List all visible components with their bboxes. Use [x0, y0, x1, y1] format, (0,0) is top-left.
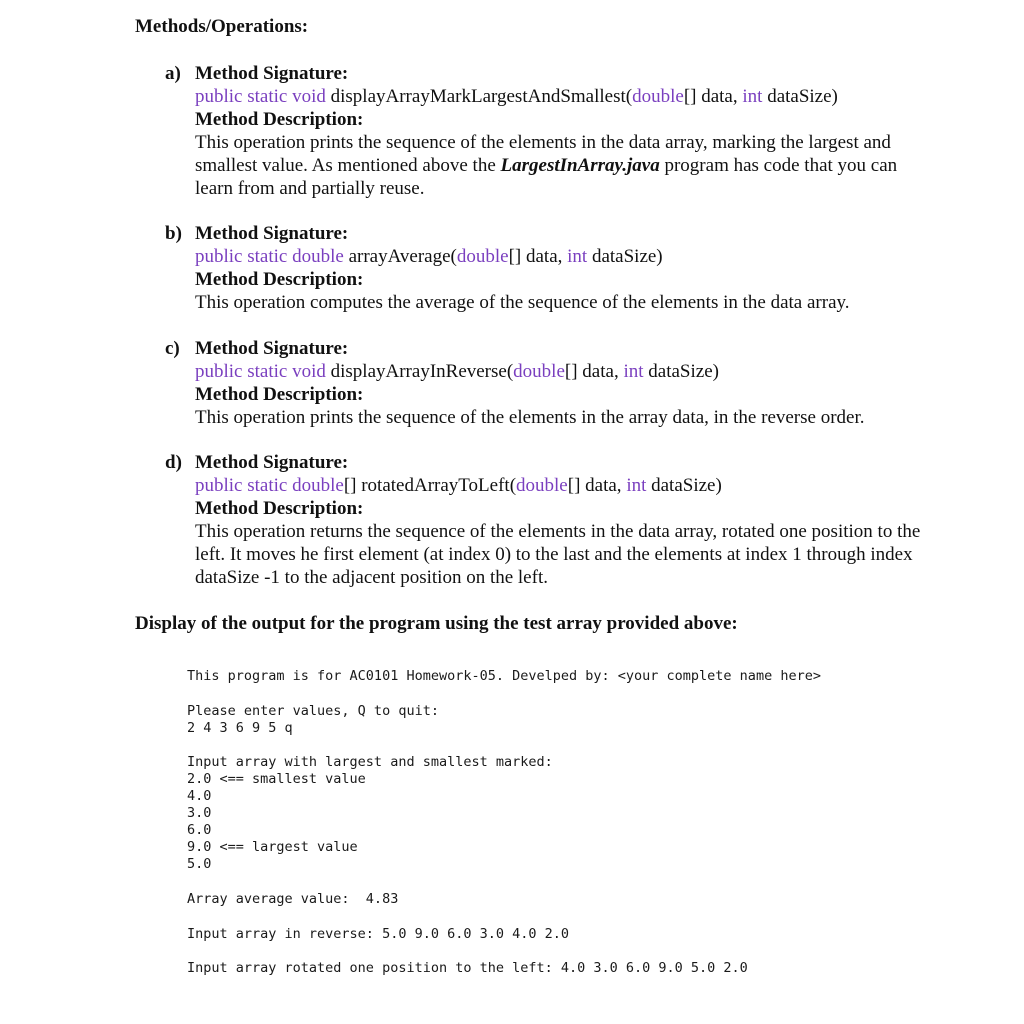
method-signature: public static double arrayAverage(double[] data, int dataSize) — [195, 246, 663, 267]
method-signature: public static void displayArrayMarkLargestAndSmallest(double[] data, int dataSize) — [195, 86, 838, 107]
method-letter: d) — [165, 452, 182, 473]
console-marked-title: Input array with largest and smallest marked: — [187, 754, 553, 770]
console-marked-line: 4.0 — [187, 788, 212, 804]
signature-label: Method Signature: — [195, 452, 349, 473]
output-section-title: Display of the output for the program using the test array provided above: — [135, 613, 738, 634]
console-intro-line: This program is for AC0101 Homework-05. Develped by: <your complete name here> — [187, 668, 821, 684]
description-label: Method Description: — [195, 384, 364, 405]
section-title: Methods/Operations: — [135, 16, 309, 37]
description-label: Method Description: — [195, 498, 364, 519]
method-description: This operation prints the sequence of the elements in the array data, in the reverse order. — [195, 407, 865, 428]
method-description: This operation computes the average of the sequence of the elements in the data array. — [195, 292, 850, 313]
description-label: Method Description: — [195, 269, 364, 290]
method-item-a — [165, 62, 925, 200]
console-marked-line: 9.0 <== largest value — [187, 839, 358, 855]
signature-label: Method Signature: — [195, 338, 349, 359]
method-letter: a) — [165, 63, 181, 84]
method-description: This operation returns the sequence of the elements in the data array, rotated one position to the left. It moves he first element (at index 0) to the last and the elements at index 1 through index dataSize -1 to the adjacent position on the left. — [195, 521, 921, 588]
console-marked-line: 5.0 — [187, 856, 212, 872]
method-signature: public static double[] rotatedArrayToLeft(double[] data, int dataSize) — [195, 475, 722, 496]
method-letter: b) — [165, 223, 182, 244]
method-item-b — [165, 222, 925, 314]
console-average-line: Array average value: 4.83 — [187, 891, 399, 907]
console-marked-line: 2.0 <== smallest value — [187, 771, 366, 787]
console-rotated-line: Input array rotated one position to the left: 4.0 3.0 6.0 9.0 5.0 2.0 — [187, 960, 748, 976]
console-reverse-line: Input array in reverse: 5.0 9.0 6.0 3.0 4.0 2.0 — [187, 926, 570, 942]
console-marked-line: 6.0 — [187, 822, 212, 838]
signature-label: Method Signature: — [195, 223, 349, 244]
signature-label: Method Signature: — [195, 63, 349, 84]
console-marked-line: 3.0 — [187, 805, 212, 821]
console-input-line: 2 4 3 6 9 5 q — [187, 720, 293, 736]
description-label: Method Description: — [195, 109, 364, 130]
method-description: This operation prints the sequence of the elements in the data array, marking the largest and smallest value. As mentioned above the LargestInArray.java program has code that you can learn from and partially reuse. — [195, 132, 898, 199]
method-item-c — [165, 337, 925, 429]
method-signature: public static void displayArrayInReverse(double[] data, int dataSize) — [195, 361, 719, 382]
console-prompt-line: Please enter values, Q to quit: — [187, 703, 439, 719]
method-item-d — [165, 451, 925, 589]
method-letter: c) — [165, 338, 180, 359]
